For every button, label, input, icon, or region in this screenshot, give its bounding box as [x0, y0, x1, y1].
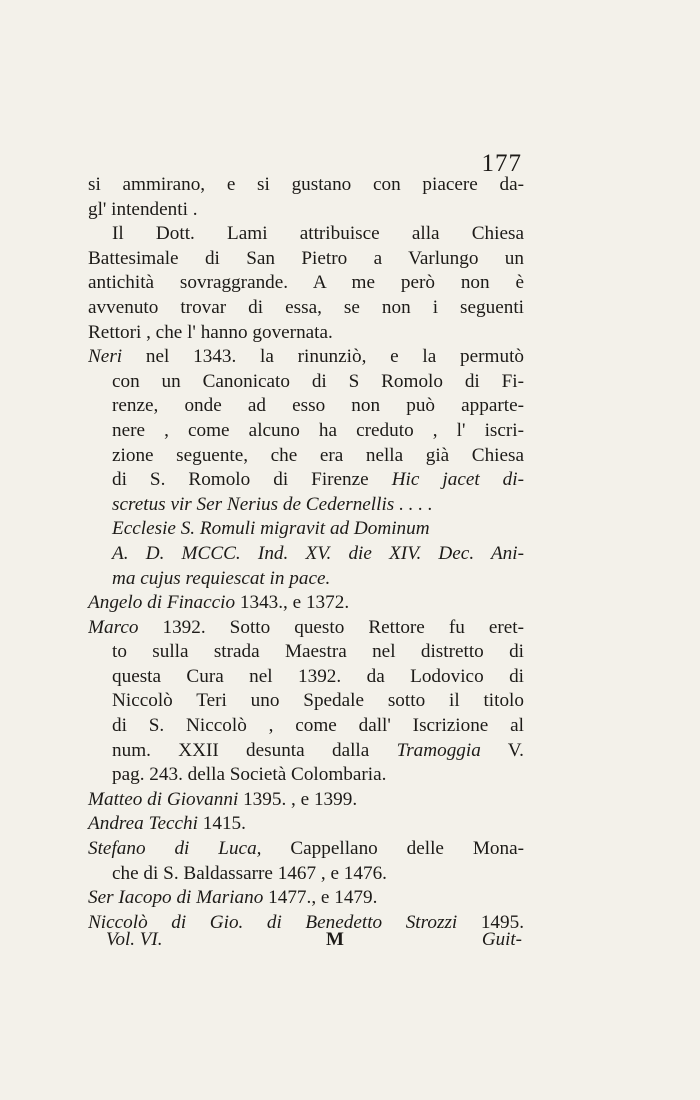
- text-line: [88, 198, 524, 223]
- text-segment: Battesimale di San Pietro a Varlungo un: [88, 247, 524, 269]
- text-segment: renze, onde ad esso non può apparte-: [112, 395, 524, 417]
- text-line: [88, 271, 524, 296]
- text-segment: antichità sovraggrande. A me però non è: [88, 272, 524, 294]
- text-segment: Ecclesie S. Romuli migravit ad Dominum: [112, 518, 430, 540]
- page-footer: [106, 929, 522, 955]
- text-line: [88, 468, 524, 493]
- text-segment: che di S. Baldassarre 1467 , e 1476.: [112, 862, 387, 884]
- text-segment: 1392. Sotto questo Rettore fu eret-: [138, 616, 524, 638]
- text-line: [88, 517, 524, 542]
- text-line: [88, 444, 524, 469]
- page-number: 177: [481, 150, 522, 177]
- text-line: [88, 370, 524, 395]
- text-line: [88, 493, 524, 518]
- text-line: [88, 247, 524, 272]
- text-segment: Andrea Tecchi: [88, 813, 198, 835]
- text-segment: zione seguente, che era nella già Chiesa: [112, 444, 524, 466]
- text-segment: si ammirano, e si gustano con piacere da-: [88, 174, 524, 195]
- text-line: [88, 616, 524, 641]
- text-segment: di S. Romolo di Firenze: [112, 469, 392, 491]
- text-segment: Cappellano delle Mona-: [261, 838, 524, 860]
- text-line: [88, 173, 524, 198]
- text-segment: Tramoggia: [396, 739, 481, 761]
- text-segment: Marco: [88, 616, 139, 638]
- text-segment: avvenuto trovar di essa, se non i seguenti: [88, 296, 524, 318]
- text-segment: Angelo di Finaccio: [88, 592, 236, 614]
- text-line: [88, 763, 524, 788]
- text-segment: questa Cura nel 1392. da Lodovico di: [112, 665, 524, 687]
- text-segment: Stefano di Luca,: [88, 838, 262, 860]
- text-line: [88, 788, 524, 813]
- text-segment: Hic jacet di-: [391, 469, 524, 491]
- text-line: [88, 591, 524, 616]
- text-segment: 1415.: [197, 813, 246, 835]
- text-segment: Il Dott. Lami attribuisce alla Chiesa: [112, 223, 524, 245]
- text-segment: gl' intendenti .: [88, 198, 198, 220]
- text-segment: pag. 243. della Società Colombaria.: [112, 764, 387, 786]
- text-line: [88, 296, 524, 321]
- text-line: [88, 739, 524, 764]
- text-line: [88, 321, 524, 346]
- text-segment: con un Canonicato di S Romolo di Fi-: [112, 370, 524, 392]
- text-segment: 1477., e 1479.: [263, 887, 378, 909]
- text-segment: scretus vir Ser Nerius de Cedernellis . . . .: [112, 493, 433, 515]
- text-segment: Ser Iacopo di Mariano: [88, 887, 264, 909]
- text-segment: 1395. , e 1399.: [238, 788, 358, 810]
- text-line: [88, 886, 524, 911]
- text-segment: nere , come alcuno ha creduto , l' iscri-: [112, 419, 524, 441]
- catchword: Guit-: [481, 929, 522, 950]
- text-segment: to sulla strada Maestra nel distretto di: [112, 641, 524, 663]
- text-line: [88, 812, 524, 837]
- text-line: [88, 640, 524, 665]
- text-line: [88, 419, 524, 444]
- text-line: [88, 222, 524, 247]
- signature-mark: M: [326, 929, 344, 950]
- text-segment: 1343., e 1372.: [235, 592, 350, 614]
- text-line: [88, 665, 524, 690]
- text-segment: di S. Niccolò , come dall' Iscrizione al: [112, 715, 524, 737]
- text-line: [88, 714, 524, 739]
- text-segment: Matteo di Giovanni: [88, 788, 239, 810]
- text-segment: V.: [480, 739, 524, 761]
- text-line: [88, 394, 524, 419]
- text-line: [88, 345, 524, 370]
- text-line: [88, 689, 524, 714]
- text-segment: Niccolò di Gio. di Benedetto Strozzi: [88, 911, 458, 933]
- text-line: [88, 542, 524, 567]
- volume-label: Vol. VI.: [106, 929, 163, 950]
- text-segment: Neri: [88, 346, 123, 368]
- text-line: [88, 862, 524, 887]
- text-segment: 1495.: [457, 911, 524, 933]
- text-segment: num. XXII desunta dalla: [112, 739, 397, 761]
- text-segment: ma cujus requiescat in pace.: [112, 567, 331, 589]
- text-segment: nel 1343. la rinunziò, e la permutò: [122, 346, 524, 368]
- text-segment: Rettori , che l' hanno governata.: [88, 321, 333, 343]
- text-segment: Niccolò Teri uno Spedale sotto il titolo: [112, 690, 524, 712]
- text-line: [88, 567, 524, 592]
- body-text: [88, 173, 524, 935]
- text-line: [88, 837, 524, 862]
- text-segment: A. D. MCCC. Ind. XV. die XIV. Dec. Ani-: [112, 542, 524, 564]
